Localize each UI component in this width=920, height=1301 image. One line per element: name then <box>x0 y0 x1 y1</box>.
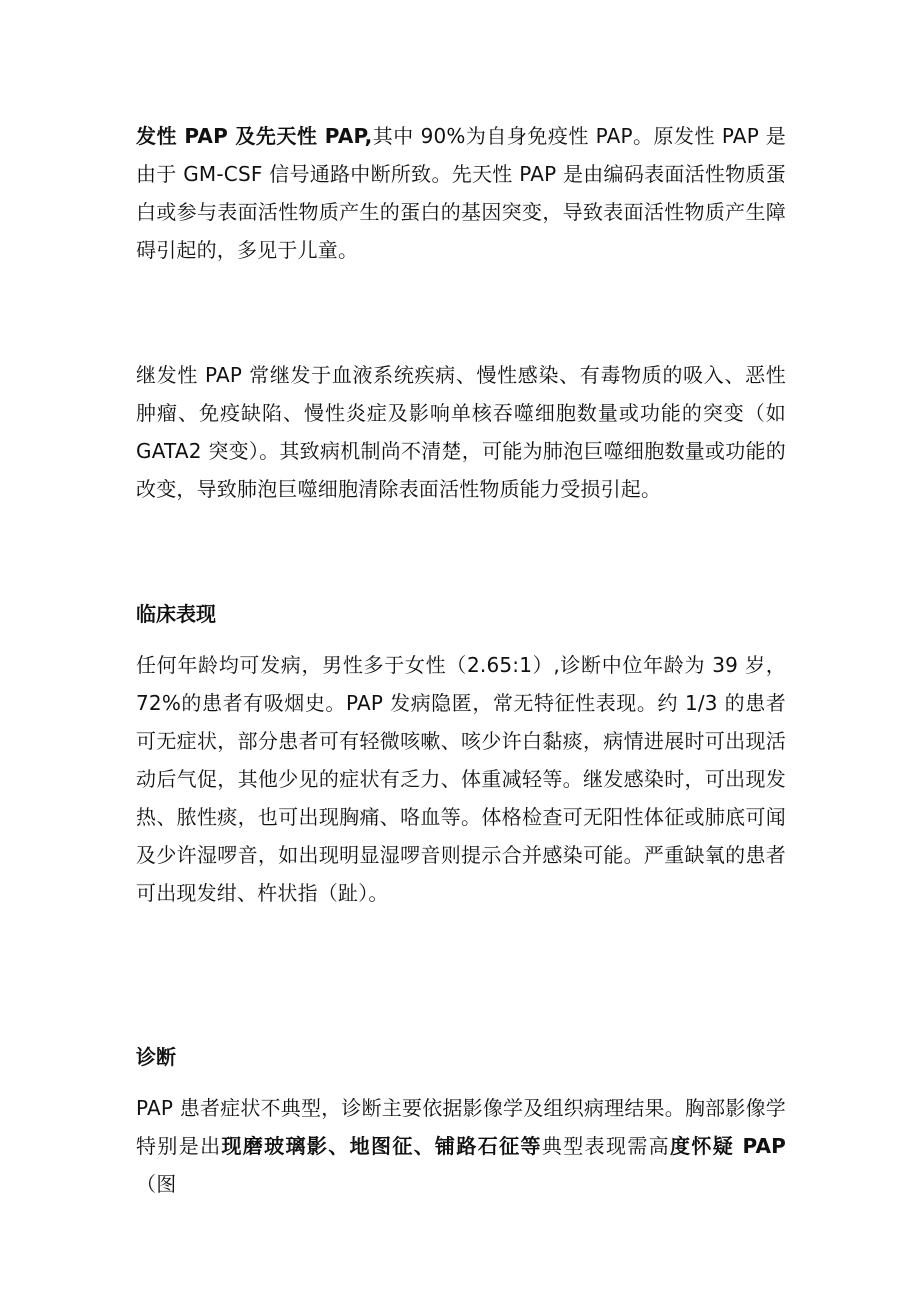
bold-suspicion-text: 度怀疑 PAP <box>670 1134 787 1158</box>
paragraph-text: PAP 患者症状不典型，诊断主要依据影像学及组织病理结果。胸部影像学特别是出 <box>136 1096 786 1158</box>
paragraph-text: 任何年龄均可发病，男性多于女性（2.65:1）,诊断中位年龄为 39 岁，72%的患者有吸烟史。PAP 发病隐匿，常无特征性表现。约 1/3 的患者可无症状，部分患者可有轻微咳嗽、咳少许白黏痰，病情进展时可出现活动后气促，其他少见的症状有乏力、体重减轻等。继发感染时，可出现发热、脓性痰，也可出现胸痛、咯血等。体格检查可无阳性体征或肺底可闻及少许湿啰音，如出现明显湿啰音则提示合并感染可能。严重缺氧的患者可出现发绀、杵状指（趾）。 <box>136 653 786 905</box>
paragraph-text: （图 <box>136 1172 177 1196</box>
paragraph-clinical-manifestations <box>136 646 786 912</box>
section-heading-clinical: 临床表现 <box>136 602 216 626</box>
paragraph-text: 继发性 PAP 常继发于血液系统疾病、慢性感染、有毒物质的吸入、恶性肿瘤、免疫缺陷、慢性炎症及影响单核吞噬细胞数量或功能的突变（如 GATA2 突变）。其致病机制尚不清楚，可能为肺泡巨噬细胞数量或功能的改变，导致肺泡巨噬细胞清除表面活性物质能力受损引起。 <box>136 363 786 501</box>
bold-lead-text: 发性 PAP 及先天性 PAP, <box>136 124 373 148</box>
paragraph-pap-types <box>136 117 786 269</box>
paragraph-text: 其中 90%为自身免疫性 PAP。原发性 PAP 是由于 GM-CSF 信号通路中断所致。先天性 PAP 是由编码表面活性物质蛋白或参与表面活性物质产生的蛋白的基因突变，导致表面活性物质产生障碍引起的，多见于儿童。 <box>136 124 786 262</box>
paragraph-text: 典型表现需高 <box>541 1134 671 1158</box>
section-heading-diagnosis: 诊断 <box>136 1045 176 1069</box>
paragraph-diagnosis <box>136 1089 786 1203</box>
bold-imaging-signs: 现磨玻璃影、地图征、铺路石征等 <box>221 1134 542 1158</box>
paragraph-secondary-pap <box>136 356 786 508</box>
